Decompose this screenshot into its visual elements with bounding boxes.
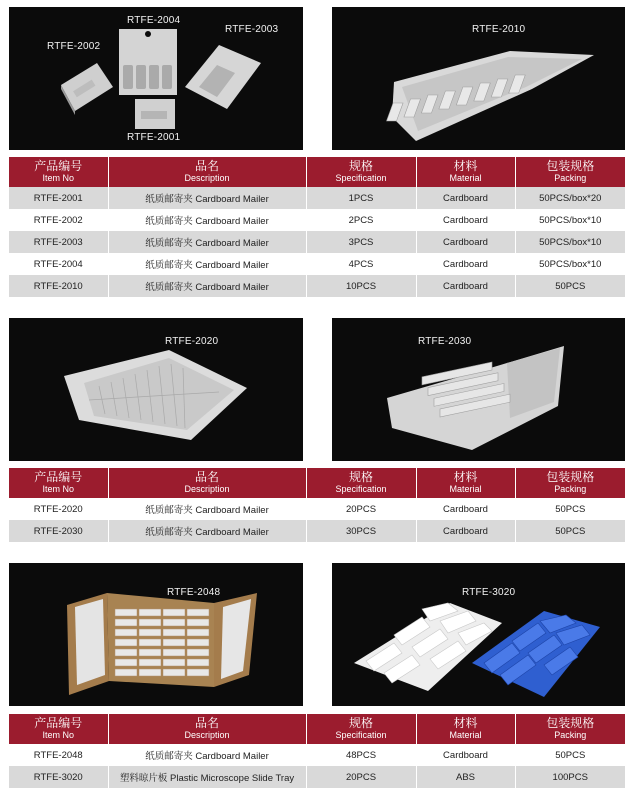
specification-en: Specification	[335, 484, 387, 494]
product-photo-rtfe-3020	[332, 563, 625, 706]
cell-material: ABS	[416, 766, 515, 788]
cell-packing: 100PCS	[515, 766, 625, 788]
cardboard-mailer-30-image	[332, 318, 625, 461]
cell-spec: 48PCS	[306, 744, 416, 766]
product-photo-rtfe-2001-2004	[9, 7, 303, 150]
item-no-en: Item No	[42, 730, 74, 740]
cell-item: RTFE-2020	[9, 498, 108, 520]
cell-material: Cardboard	[416, 209, 515, 231]
cell-description: 纸质邮寄夹 Cardboard Mailer	[108, 209, 306, 231]
packing-en: Packing	[554, 484, 587, 494]
table-row	[9, 275, 625, 297]
spec-table-2	[9, 468, 625, 542]
specification-zh: 规格	[348, 716, 373, 730]
cell-packing: 50PCS	[515, 498, 625, 520]
specification-en: Specification	[335, 173, 387, 183]
description-zh: 品名	[194, 716, 219, 730]
specification-en: Specification	[335, 730, 387, 740]
material-en: Material	[449, 730, 482, 740]
cell-spec: 20PCS	[306, 498, 416, 520]
cell-material: Cardboard	[416, 187, 515, 209]
cell-material: Cardboard	[416, 275, 515, 297]
material-zh: 材料	[453, 159, 478, 173]
cell-spec: 20PCS	[306, 766, 416, 788]
cell-description: 纸质邮寄夹 Cardboard Mailer	[108, 275, 306, 297]
cell-item: RTFE-2001	[9, 187, 108, 209]
description-zh: 品名	[194, 470, 219, 484]
cardboard-mailer-20-image	[9, 318, 303, 461]
cell-packing: 50PCS/box*10	[515, 231, 625, 253]
description-en: Description	[184, 730, 230, 740]
item-no-zh: 产品编号	[34, 470, 83, 484]
label-rtfe-2004: RTFE-2004	[127, 15, 181, 26]
cell-item: RTFE-2030	[9, 520, 108, 542]
item-no-zh: 产品编号	[34, 716, 83, 730]
cell-description: 纸质邮寄夹 Cardboard Mailer	[108, 253, 306, 275]
spec-table-1	[9, 157, 625, 297]
material-en: Material	[449, 173, 482, 183]
table-header	[9, 468, 625, 498]
cell-material: Cardboard	[416, 744, 515, 766]
cell-spec: 1PCS	[306, 187, 416, 209]
packing-zh: 包装规格	[546, 716, 595, 730]
cell-description: 纸质邮寄夹 Cardboard Mailer	[108, 231, 306, 253]
cell-material: Cardboard	[416, 520, 515, 542]
item-no-zh: 产品编号	[34, 159, 83, 173]
cell-description: 塑料晾片板 Plastic Microscope Slide Tray	[108, 766, 306, 788]
label-rtfe-2020: RTFE-2020	[165, 336, 219, 347]
cell-packing: 50PCS/box*10	[515, 253, 625, 275]
cell-item: RTFE-2003	[9, 231, 108, 253]
item-no-en: Item No	[42, 484, 74, 494]
cell-packing: 50PCS	[515, 520, 625, 542]
label-rtfe-2010: RTFE-2010	[472, 24, 526, 35]
cell-packing: 50PCS	[515, 275, 625, 297]
cell-packing: 50PCS/box*20	[515, 187, 625, 209]
product-photo-rtfe-2048	[9, 563, 303, 706]
description-en: Description	[184, 484, 230, 494]
cell-item: RTFE-3020	[9, 766, 108, 788]
label-rtfe-2030: RTFE-2030	[418, 336, 472, 347]
packing-en: Packing	[554, 173, 587, 183]
description-zh: 品名	[194, 159, 219, 173]
label-rtfe-3020: RTFE-3020	[462, 587, 516, 598]
specification-zh: 规格	[348, 470, 373, 484]
cell-description: 纸质邮寄夹 Cardboard Mailer	[108, 498, 306, 520]
table-row	[9, 744, 625, 766]
label-rtfe-2048: RTFE-2048	[167, 587, 221, 598]
label-rtfe-2003: RTFE-2003	[225, 24, 279, 35]
cell-packing: 50PCS/box*10	[515, 209, 625, 231]
label-rtfe-2002: RTFE-2002	[47, 41, 101, 52]
cell-item: RTFE-2048	[9, 744, 108, 766]
table-row	[9, 231, 625, 253]
product-photo-rtfe-2030	[332, 318, 625, 461]
table-row	[9, 766, 625, 788]
table-header	[9, 714, 625, 744]
label-rtfe-2001: RTFE-2001	[127, 132, 181, 143]
cell-description: 纸质邮寄夹 Cardboard Mailer	[108, 187, 306, 209]
cell-spec: 2PCS	[306, 209, 416, 231]
material-zh: 材料	[453, 716, 478, 730]
cell-material: Cardboard	[416, 253, 515, 275]
cell-material: Cardboard	[416, 498, 515, 520]
cell-packing: 50PCS	[515, 744, 625, 766]
packing-zh: 包装规格	[546, 470, 595, 484]
table-header	[9, 157, 625, 187]
cell-item: RTFE-2002	[9, 209, 108, 231]
cell-spec: 10PCS	[306, 275, 416, 297]
packing-en: Packing	[554, 730, 587, 740]
cell-item: RTFE-2004	[9, 253, 108, 275]
cell-item: RTFE-2010	[9, 275, 108, 297]
description-en: Description	[184, 173, 230, 183]
product-photo-rtfe-2020	[9, 318, 303, 461]
item-no-en: Item No	[42, 173, 74, 183]
cell-spec: 4PCS	[306, 253, 416, 275]
table-row	[9, 209, 625, 231]
cell-description: 纸质邮寄夹 Cardboard Mailer	[108, 520, 306, 542]
table-row	[9, 520, 625, 542]
product-photo-rtfe-2010	[332, 7, 625, 150]
cardboard-mailer-48-image	[9, 563, 303, 706]
material-en: Material	[449, 484, 482, 494]
cell-spec: 3PCS	[306, 231, 416, 253]
cell-spec: 30PCS	[306, 520, 416, 542]
specification-zh: 规格	[348, 159, 373, 173]
table-row	[9, 187, 625, 209]
cell-description: 纸质邮寄夹 Cardboard Mailer	[108, 744, 306, 766]
cell-material: Cardboard	[416, 231, 515, 253]
slide-trays-image	[332, 563, 625, 706]
spec-table-3	[9, 714, 625, 788]
material-zh: 材料	[453, 470, 478, 484]
table-row	[9, 498, 625, 520]
table-row	[9, 253, 625, 275]
packing-zh: 包装规格	[546, 159, 595, 173]
